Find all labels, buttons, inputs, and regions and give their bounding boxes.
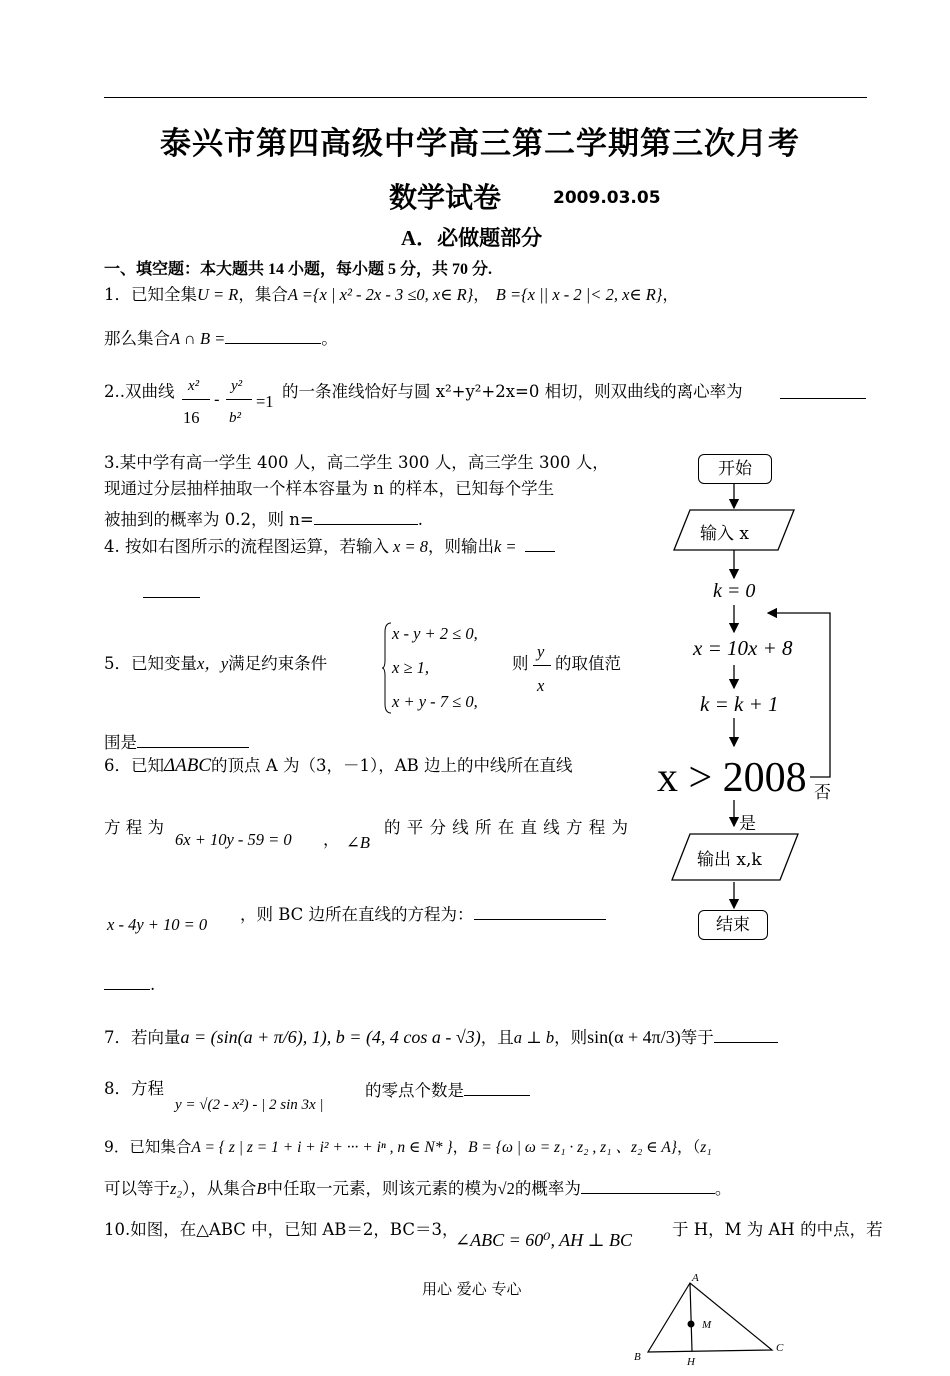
flowchart-init: k = 0 xyxy=(713,580,756,602)
q9-math-z2: z₂ xyxy=(170,1179,183,1198)
question-4 xyxy=(104,533,555,559)
q9-math-z1: z₁ xyxy=(700,1139,712,1156)
question-9-line-1 xyxy=(104,1135,712,1160)
answer-blank-continued[interactable] xyxy=(143,597,200,598)
answer-blank[interactable] xyxy=(314,506,418,525)
flowchart-output: 输出 x,k xyxy=(697,850,762,870)
q8-text: 8．方程 xyxy=(104,1079,164,1098)
q1-text: 1．已知全集 xyxy=(104,285,197,304)
q6-math-median: 6x + 10y - 59 = 0 xyxy=(175,830,292,849)
q7-math-vectors: a = (sin(a + π/6), 1), b = (4, 4 cos a - √3) xyxy=(180,1027,481,1047)
question-1-line-1 xyxy=(104,283,679,307)
flowchart-start: 开始 xyxy=(698,454,772,484)
question-1-line-2 xyxy=(104,325,338,351)
q1-text: ， xyxy=(662,285,679,304)
q9-text: ，（ xyxy=(676,1138,701,1156)
q6-text: . xyxy=(150,975,156,994)
q9-text: 可以等于 xyxy=(104,1179,170,1198)
q2-frac1-den: 16 xyxy=(183,408,200,427)
answer-blank[interactable] xyxy=(104,971,150,990)
q7-text: 7．若向量 xyxy=(104,1028,181,1047)
q10-math: ∠ABC = 60⁰, AH ⊥ BC xyxy=(455,1230,633,1250)
answer-blank[interactable] xyxy=(464,1077,530,1096)
q5-text: 5．已知变量 xyxy=(104,654,197,673)
q10-suffix: 于 H，M 为 AH 的中点，若 xyxy=(672,1220,883,1239)
question-6-line-4 xyxy=(104,971,155,997)
point-label-h: H xyxy=(687,1356,695,1368)
q8-text: 的零点个数是 xyxy=(365,1081,464,1100)
q2-frac2-num: y² xyxy=(231,378,243,394)
q2-frac1-num: x² xyxy=(188,378,200,394)
q9-math-set-b: B = {ω | ω = z₁ · z₂ , z₁ 、z₂ ∈ A} xyxy=(468,1139,677,1156)
q6-text: ，则 BC 边所在直线的方程为： xyxy=(240,905,474,924)
q7-text: ，且 xyxy=(480,1028,514,1047)
q9-text: 。 xyxy=(714,1179,732,1198)
vertex-label-b: B xyxy=(634,1351,641,1363)
q5-then: 则 xyxy=(512,654,529,673)
q5-constraint-2: x ≥ 1, xyxy=(392,658,430,677)
q6-comma: ， xyxy=(323,830,340,849)
question-5-prefix xyxy=(104,652,327,676)
flowchart-step-2: k = k + 1 xyxy=(700,692,779,716)
q4-math-x: x = 8 xyxy=(393,537,428,556)
question-10 xyxy=(104,1218,458,1242)
q9-text: ），从集合 xyxy=(182,1179,257,1198)
q9-math-sqrt2: √2 xyxy=(497,1179,515,1198)
answer-blank[interactable] xyxy=(137,729,249,748)
flowchart-no-label: 否 xyxy=(814,783,831,803)
q6-text: 方 程 为 xyxy=(104,818,164,837)
flowchart-condition: x > 2008 xyxy=(657,755,807,801)
q5-vars: x，y xyxy=(197,654,229,673)
q4-text: ，则输出 xyxy=(427,537,494,556)
q6-math-bisector: x - 4y + 10 = 0 xyxy=(107,915,208,934)
flowchart-input: 输入 x xyxy=(700,524,749,544)
question-8 xyxy=(104,1077,164,1101)
q7-math-sin: sin(α + 4π/3) xyxy=(587,1027,681,1047)
q1-text: ，集合 xyxy=(238,285,288,304)
answer-blank[interactable] xyxy=(474,901,606,920)
question-9-line-2 xyxy=(104,1175,731,1201)
instructions: 一、填空题：本大题共 14 小题，每小题 5 分，共 70 分. xyxy=(104,261,493,278)
q1-math-b: B ={x || x - 2 |< 2, x∈ R} xyxy=(495,285,663,304)
q6-text: 6．已知 xyxy=(104,756,164,775)
question-6-line-3 xyxy=(240,901,606,927)
q5-text: 围是 xyxy=(104,733,137,752)
q6-text: 的顶点 A 为（3，－1），AB 边上的中线所在直线 xyxy=(211,756,573,775)
q1-text: 那么集合 xyxy=(104,329,170,348)
page-title: 泰兴市第四高级中学高三第二学期第三次月考 xyxy=(160,126,800,162)
q5-suffix: 的取值范 xyxy=(555,654,621,673)
q6-math-triangle: ΔABC xyxy=(164,755,212,776)
q9-math-set-a: A = { z | z = 1 + i + i² + ··· + iⁿ , n ∈ N* } xyxy=(191,1139,453,1156)
q5-text: 满足约束条件 xyxy=(228,654,328,673)
q9-text: 的概率为 xyxy=(514,1179,581,1198)
section-heading: A．必做题部分 xyxy=(401,226,543,250)
flowchart-step-1: x = 10x + 8 xyxy=(693,636,793,660)
q4-math-k: k = xyxy=(493,537,517,556)
q2-frac2-den: b² xyxy=(229,410,241,426)
q1-math-a: A ={x | x² - 2x - 3 ≤0, x∈ R} xyxy=(287,285,474,304)
question-3-line-2: 现通过分层抽样抽取一个样本容量为 n 的样本，已知每个学生 xyxy=(104,479,555,498)
q5-constraint-1: x - y + 2 ≤ 0, xyxy=(392,624,478,643)
question-5-line-2 xyxy=(104,729,249,755)
q1-text: 。 xyxy=(321,329,338,348)
q3-text: 被抽到的概率为 0.2，则 n= xyxy=(104,510,314,529)
answer-blank[interactable] xyxy=(714,1024,778,1043)
point-label-m: M xyxy=(702,1319,712,1331)
q1-math-intersection: A ∩ B = xyxy=(170,329,226,348)
q5-constraint-3: x + y - 7 ≤ 0, xyxy=(392,692,478,711)
q7-text: 等于 xyxy=(680,1028,714,1047)
q9-math-b: B xyxy=(256,1179,267,1198)
exam-date: 2009.03.05 xyxy=(553,188,661,208)
q4-text: 4. 按如右图所示的流程图运算，若输入 xyxy=(104,537,389,556)
question-6-line-1 xyxy=(104,754,572,778)
page-subtitle: 数学试卷 xyxy=(389,181,502,214)
answer-blank[interactable] xyxy=(525,533,555,552)
q7-math-perp: a ⊥ b xyxy=(513,1028,555,1047)
q10-text: 10.如图，在△ABC 中，已知 AB＝2，BC＝3， xyxy=(104,1220,459,1239)
q3-text: . xyxy=(417,510,423,529)
question-8-suffix xyxy=(365,1077,530,1103)
q8-math: y = √(2 - x²) - | 2 sin 3x | xyxy=(175,1097,324,1113)
question-3-line-1: 3.某中学有高一学生 400 人，高二学生 300 人，高三学生 300 人， xyxy=(104,453,609,472)
q9-text: 中任取一元素，则该元素的模为 xyxy=(266,1179,498,1198)
q2-eq: =1 xyxy=(256,392,274,411)
q2-frac2-bar xyxy=(226,399,252,400)
vertex-label-c: C xyxy=(776,1342,784,1354)
answer-blank[interactable] xyxy=(780,380,866,399)
top-rule xyxy=(104,97,867,98)
question-6-line-2 xyxy=(104,816,164,840)
q2-frac1-bar xyxy=(182,399,210,400)
q9-text: ， xyxy=(452,1138,469,1156)
q5-brace xyxy=(382,622,392,714)
q5-frac-den: x xyxy=(537,676,545,695)
vertex-label-a: A xyxy=(692,1272,699,1284)
question-7 xyxy=(104,1024,778,1050)
answer-blank[interactable] xyxy=(225,325,321,344)
q2-text: 的一条准线恰好与圆 x²+y²+2x=0 相切，则双曲线的离心率为 xyxy=(282,382,743,401)
q5-frac-bar xyxy=(533,665,551,666)
q2-minus: - xyxy=(214,390,220,409)
flowchart-yes-label: 是 xyxy=(739,814,756,834)
answer-blank[interactable] xyxy=(581,1175,715,1194)
q1-math-u: U = R xyxy=(197,285,239,304)
q6-text-bisector: 的 平 分 线 所 在 直 线 方 程 为 xyxy=(384,818,629,837)
q5-frac-num: y xyxy=(537,642,545,661)
q7-text: ，则 xyxy=(554,1028,588,1047)
flowchart-end: 结束 xyxy=(698,910,768,940)
question-2 xyxy=(104,380,869,432)
q1-text: ， xyxy=(473,285,490,304)
question-3-line-3 xyxy=(104,506,423,532)
q2-prefix: 2..双曲线 xyxy=(104,382,175,401)
q9-text: 9．已知集合 xyxy=(104,1138,192,1156)
q6-math-angle: ∠B xyxy=(346,833,370,852)
page-footer: 用心 爱心 专心 xyxy=(422,1280,522,1298)
